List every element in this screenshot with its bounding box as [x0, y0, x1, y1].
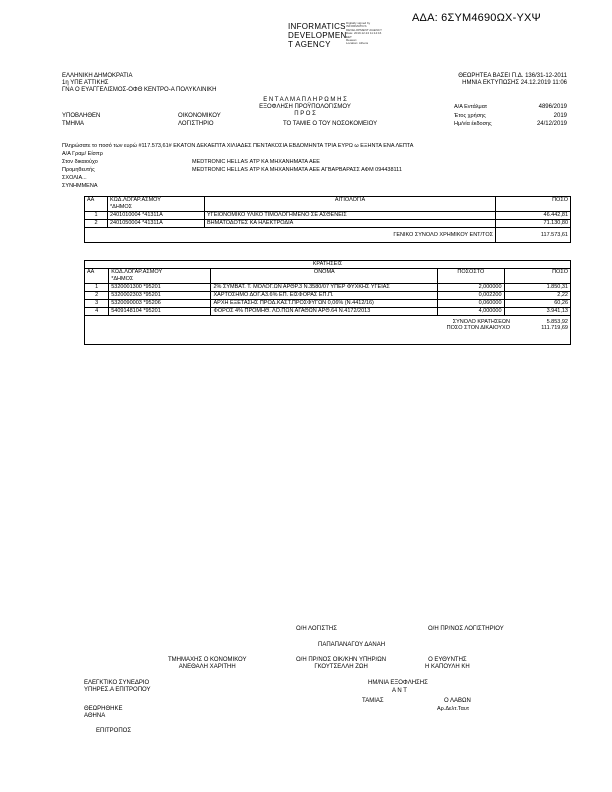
row-description: ΒΗΜΑΤΟΔΟΤΕΣ ΚΑ ΗΛΕΚΤΡΟΔΙΑ: [205, 220, 496, 228]
visa-block: [84, 706, 123, 720]
accounts-table: [84, 196, 571, 243]
warrant-number: 4896/2019: [538, 104, 567, 110]
payment-row-label: ΣΧΟΛΙΑ...: [62, 175, 87, 181]
commissioner-label: ΕΠΙΤΡΟΠΟΣ: [96, 728, 132, 734]
amount-in-words: Πληρώσατε το ποσό των ευρώ #117.573,61# ΕΚΑΤΟΝ ΔΕΚΑΕΠΤΑ ΧΙΛΙΑΔΕΣ ΠΕΝΤΑΚΟΣΙΑ ΕΒΔΟΜΗΝΤΑ ΤΡΙΑ ΕΥΡΩ ω ΕΞΗΝΤΑ ΕΝΑ ΛΕΠΤΑ: [62, 143, 414, 149]
payment-row: [62, 151, 402, 159]
row-percentage: 2,000000: [438, 284, 504, 292]
net-amount-label: ΠΟΣΟ ΣΤΟΝ ΔΙΚΑΙΟΥΧΟ: [446, 325, 510, 331]
column-header: ΚΩΔ.ΛΟΓΑΡ.ΑΣΜΟΥ: [109, 269, 211, 277]
department-label: ΤΜΗΜΑ: [62, 121, 84, 127]
row-name: ΧΑΡΤΟΣΗΜΟ ΔΟΓ.Α3.6% ΕΠ. ΕΙΣΦΟΡΑΣ ΕΠ.Π.: [211, 292, 438, 300]
row-code: 5320090003 *95206: [109, 300, 211, 308]
row-code: 2401010004 *41311A: [108, 212, 205, 220]
total-amount: 117.573,61: [496, 228, 571, 243]
signature-title: Ο ΕΥΘΥΝΤΗΣ: [428, 657, 467, 663]
table-subheader-row: [85, 204, 571, 212]
title-line-3: Π Ρ Ο Σ: [294, 111, 316, 117]
row-amount: 71.130,80: [496, 220, 571, 228]
deductions-table: [84, 260, 571, 345]
logo-line-2: DEVELOPMEN: [288, 31, 347, 40]
row-description: ΥΓΕΙΟΝΟΜΙΚΟ ΥΛΙΚΟ ΤΙΜΟΛΟΓΗΜΕΝΟ ΣΕ ΑΣΘΕΝΕΙΣ: [205, 212, 496, 220]
digital-signature-details: [346, 22, 382, 46]
legal-basis: ΘΕΩΡΗΤΕΑ ΒΑΣΕΙ Π.Δ. 136/31-12-2011: [458, 73, 567, 79]
deductions-title: ΚΡΑΤΗΣΕΙΣ: [85, 261, 571, 269]
table-row: [85, 300, 571, 308]
column-header: ΚΩΔ.ΛΟΓΑΡ.ΑΣΜΟΥ: [108, 197, 205, 205]
logo-line-3: T AGENCY: [288, 40, 331, 49]
print-info: [437, 73, 567, 87]
row-amount: 2,22: [504, 292, 570, 300]
table-row: [85, 308, 571, 316]
recipient: ΤΟ ΤΑΜΙΕ Ο ΤΟΥ ΝΟΣΟΚΟΜΕΙΟΥ: [283, 121, 378, 127]
payment-row: [62, 183, 402, 191]
total-label: ΓΕΝΙΚΟ ΣΥΝΟΛΟ ΧΡΗΜΙΚΟΥ ΕΝΤ/ΤΟΣ: [85, 228, 496, 243]
print-date: ΗΜΝΙΑ ΕΚΤΥΠΩΣΗΣ 24.12.2019 11:06: [462, 80, 567, 86]
warrant-number-label: Α/Α Εντάλματ: [454, 104, 488, 110]
row-aa: 2: [85, 292, 109, 300]
payment-row-value: MEDTRONIC HELLAS ΑΤΡ ΚΑ ΜΗΧΑΝΗΜΑΤΑ ΑΕΕ: [192, 159, 320, 165]
row-amount: 60,26: [504, 300, 570, 308]
accountant-label: Ο/Η ΛΟΓΙΣΤΗΣ: [296, 626, 337, 632]
title-line-2: ΕΞΟΦΛΗΣΗ ΠΡΟΫΠΟΛΟΓΙΣΜΟΥ: [259, 104, 351, 110]
row-name: 2% ΣΥΜΒΑΤ. Τ. ΜΟΛΟΓ.ΩΝ ΑΡΘΡ.3 Ν.3580/07 ΥΠΕΡ ΦΥΧΚΗΣ ΥΓΕΙΑΣ: [211, 284, 438, 292]
audit-line: ΕΛΕΓΚΤΙΚΟ ΣΥΝΕΔΡΙΟ: [84, 680, 150, 686]
issuer-line: ΕΛΛΗΝΙΚΗ ΔΗΜΟΚΡΑΤΙΑ: [62, 73, 133, 79]
fiscal-year: 2019: [553, 113, 567, 119]
issue-date-label: Ημ/νία έκδοσης: [454, 121, 492, 127]
column-header: ΠΟΣΟ: [496, 197, 571, 205]
row-amount: 3.941,13: [504, 308, 570, 316]
column-header: ΑΑ: [85, 269, 109, 277]
receiver-id-label: Αρ.Δελτ.Ταυτ: [437, 706, 470, 712]
column-subheader: *ΔΗΜΟΣ: [109, 276, 211, 284]
column-header: ΑΙΤΙΟΛΟΓΙΑ: [205, 197, 496, 205]
payment-row: [62, 167, 402, 175]
head-accountant-label: Ο/Η ΠΡ/ΝΟΣ ΛΟΓΙΣΤΗΡΙΟΥ: [428, 626, 504, 632]
issuer-line: 1η ΥΠΕ ΑΤΤΙΚΗΣ: [62, 80, 109, 86]
cashier-label: ΤΑΜΙΑΣ: [362, 698, 384, 704]
sig-detail: Reason:: [346, 38, 358, 43]
summary-row: [85, 316, 571, 345]
payment-row-label: ΣΥΝΗΜΜΕΝΑ: [62, 183, 98, 189]
issue-date: 24/12/2019: [536, 121, 567, 127]
sig-detail: INFORMATICS: [346, 24, 367, 29]
visa-line: ΘΕΩΡΗΘΗΚΕ: [84, 706, 123, 712]
row-name: ΑΡΧΗ ΕΞΕΤΑΣΗΣ ΠΡΟΔ.ΚΑΣΤ.ΠΡΟΣΦΥΓΩΝ 0,06% (Ν.4412/16): [211, 300, 438, 308]
ada-code: ΑΔΑ: 6ΣΥΜ4690ΩΧ-ΥΧΨ: [412, 12, 541, 24]
row-percentage: 0,002200: [438, 292, 504, 300]
document-title: [240, 97, 370, 118]
table-row: [85, 292, 571, 300]
signature-logo: [288, 22, 347, 49]
table-header-row: [85, 197, 571, 205]
column-header: ΠΟΣΟΣΤΟ: [438, 269, 504, 277]
payment-details: [62, 151, 402, 191]
row-aa: 3: [85, 300, 109, 308]
row-amount: 46.442,81: [496, 212, 571, 220]
economic-admin: [296, 657, 386, 671]
column-subheader: *ΔΗΜΟΣ: [108, 204, 205, 212]
payment-row-value: MEDTRONIC HELLAS ΑΤΡ ΚΑ ΜΗΧΑΝΗΜΑΤΑ ΑΕΕ ΑΓΒΑΡΒΑΡΑΣΣ ΑΦΜ 094438111: [192, 167, 402, 173]
payment-row: [62, 159, 402, 167]
payment-row-label: Α/Α Γραμ/ Είσπρ: [62, 151, 103, 157]
signature-name: ΓΚΟΥΤΣΕΛΛΗ ΖΩΗ: [314, 664, 368, 670]
economic-head: [168, 657, 246, 671]
table-row: [85, 220, 571, 228]
sig-detail: Date: 2019.12.24 11:14:16: [346, 31, 382, 36]
accountant-name: ΠΑΠΑΠΑΝΑΓΟΥ ΔΑΝΑΗ: [318, 642, 386, 648]
row-percentage: 4,000000: [438, 308, 504, 316]
table-row: [85, 284, 571, 292]
total-row: [85, 228, 571, 243]
payment-row-label: Στον δικαιούχο: [62, 159, 98, 165]
row-aa: 2: [85, 220, 108, 228]
treasury-label: Α Ν Τ: [392, 688, 407, 694]
audit-line: ΥΠΗΡΕΣ.Α ΕΠΙΤΡΟΠΟΥ: [84, 687, 151, 693]
table-row: [85, 212, 571, 220]
column-header: ΟΝΟΜΑ: [211, 269, 438, 277]
row-code: 5320002303 *95201: [109, 292, 211, 300]
deductions-sum: 5.853,92: [546, 319, 568, 325]
economic-label: ΟΙΚΟΝΟΜΙΚΟΥ: [178, 113, 221, 119]
signature-name: ΑΝΕΘΑΛΗ ΧΑΡΙΤΗΗ: [178, 664, 236, 670]
issuer-line: ΓΝΑ Ο ΕΥΑΓΓΕΛΙΣΜΟΣ-ΟΦΘ ΚΕΝΤΡΟ-Α ΠΟΛΥΚΛΙΝΙΚΗ: [62, 87, 217, 93]
submitted-by: ΥΠΟΒΛΗΘΕΝ: [62, 113, 101, 119]
issuer-block: [62, 73, 217, 94]
row-code: 5320001300 *95201: [109, 284, 211, 292]
sig-detail: Digitally signed by: [346, 21, 371, 25]
row-percentage: 0,060000: [438, 300, 504, 308]
accounting-label: ΛΟΓΙΣΤΗΡΙΟ: [178, 121, 214, 127]
visa-line: ΑΘΗΝΑ: [84, 713, 106, 719]
table-subheader-row: [85, 276, 571, 284]
title-line-1: Ε Ν Τ Α Λ Μ Α Π Λ Η Ρ Ω Μ Η Σ: [263, 97, 347, 103]
row-code: 2401050004 *41311A: [108, 220, 205, 228]
column-header: ΑΑ: [85, 197, 108, 205]
row-name: ΦΟΡΟΣ 4% ΠΡΟΜΗΘ. ΛΟ.ΠΩΝ ΑΓΑΘΩΝ ΑΡΘ.64 Ν.4172/2013: [211, 308, 438, 316]
payment-date-label: ΗΜ/ΝΙΑ ΕΞΟΦΛΗΣΗΣ: [368, 680, 428, 686]
fiscal-year-label: Έτος χρήσης: [454, 113, 486, 119]
table-header-row: [85, 269, 571, 277]
column-header: ΠΟΣΟ: [504, 269, 570, 277]
deductions-title-row: [85, 261, 571, 269]
sig-detail: EET: [346, 34, 352, 39]
sig-detail: Location: Athens: [346, 41, 369, 46]
logo-line-1: INFORMATICS: [288, 22, 346, 31]
payment-row: [62, 175, 402, 183]
row-amount: 1.850,31: [504, 284, 570, 292]
row-aa: 4: [85, 308, 109, 316]
signature-title: Ο/Η ΠΡ/ΝΟΣ ΟΙΚ/ΚΗΝ ΥΠΗΡ/ΩΝ: [296, 657, 387, 663]
payment-row-label: Προμηθευτής: [62, 167, 95, 173]
net-amount: 111.719,69: [541, 325, 568, 331]
audit-court: [84, 680, 151, 694]
row-code: 5409148104 *95201: [109, 308, 211, 316]
deductions-sum-label: ΣΥΝΟΛΟ ΚΡΑΤΗΣΕΩΝ: [452, 319, 510, 325]
row-aa: 1: [85, 284, 109, 292]
row-aa: 1: [85, 212, 108, 220]
director: [425, 657, 470, 671]
sig-detail: DEVELOPMENT AGENCY: [346, 27, 382, 32]
receiver-label: Ο ΛΑΒΩΝ: [444, 698, 471, 704]
signature-title: ΤΜΗΜΑΧΗΣ Ο ΚΟΝΟΜΙΚΟΥ: [168, 657, 247, 663]
signature-name: Η ΚΑΠΟΥΛΗ ΚΗ: [425, 664, 470, 670]
